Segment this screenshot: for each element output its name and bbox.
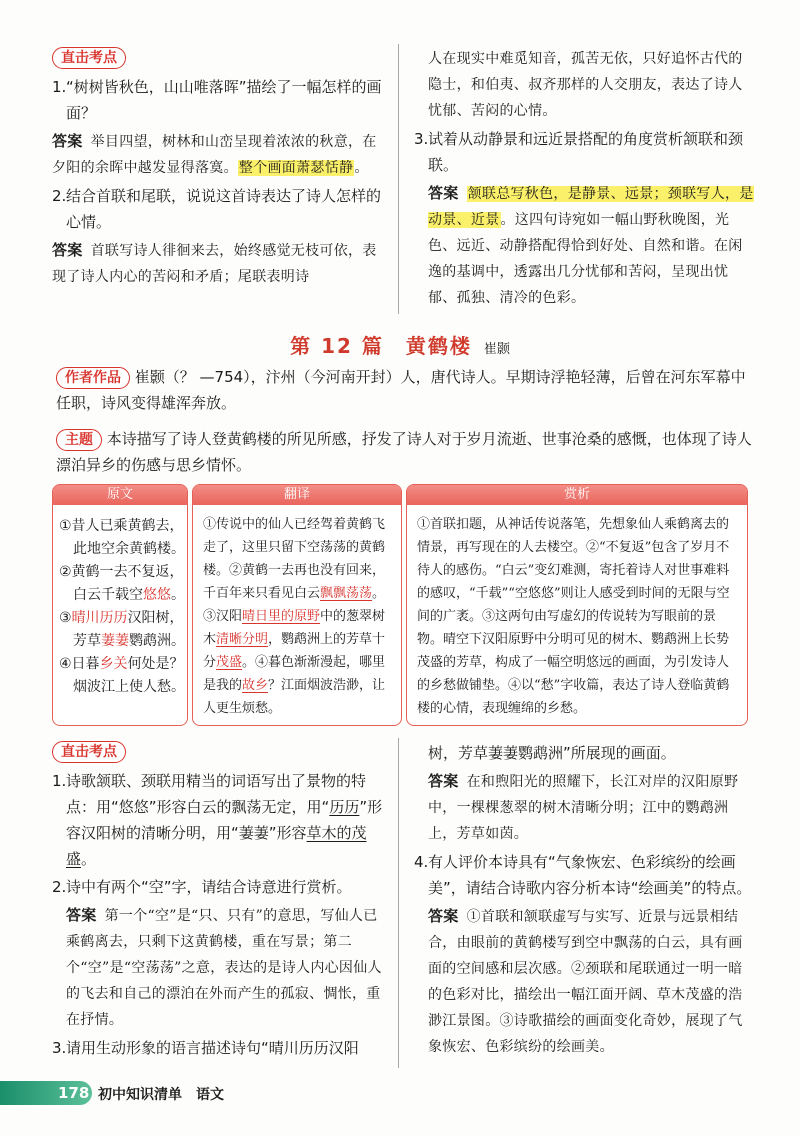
question-4: 4. 有人评价本诗具有“气象恢宏、色彩缤纷的绘画美”，请结合诗歌内容分析本诗“绘画美”的特点。 xyxy=(414,853,752,897)
answer-2-continued: 人在现实中难觅知音，孤苦无依，只好追怀古代的隐士，和伯夷、叔齐那样的人交朋友，表达了诗人忧郁、苦闷的心情。 xyxy=(428,51,743,119)
question-2: 2. 诗中有两个“空”字，请结合诗意进行赏析。 xyxy=(52,878,352,896)
page-title xyxy=(0,330,800,359)
poem-line: 烟波江上使人愁。 xyxy=(73,679,185,695)
question-3: 3. 试着从动静景和远近景搭配的角度赏析颔联和颈联。 xyxy=(414,130,744,174)
poem-line: 白云千载空悠悠。 xyxy=(73,587,185,603)
column-divider xyxy=(398,738,399,1068)
poem-line: ④日暮乡关何处是？ xyxy=(59,656,184,672)
bottom-right-column xyxy=(414,738,754,1062)
answer-1: 答案 举目四望，树林和山峦呈现着浓浓的秋意，在夕阳的余晖中越发显得落寞。整个画面萧瑟恬静。 xyxy=(52,132,377,176)
poem-line: 芳草萋萋鹦鹉洲。 xyxy=(73,633,185,649)
original-header: 原文 xyxy=(53,485,187,505)
answer-4: 答案 ①首联和颔联虚写与实写、近景与远景相结合，由眼前的黄鹤楼写到空中飘荡的白云，具有画面的空间感和层次感。②颈联和尾联通过一明一暗的色彩对比，描绘出一幅江面开阔、草木茂盛的浩渺江景图。③诗歌描绘的画面变化奇妙，展现了气象恢宏、色彩缤纷的绘画美。 xyxy=(428,907,743,1055)
question-1: 1. “树树皆秋色，山山唯落晖”描绘了一幅怎样的画面？ xyxy=(52,78,382,122)
analysis-column xyxy=(406,484,748,726)
poem-title: 第 12 篇 黄鹤楼 xyxy=(290,334,472,358)
answer-2: 答案 第一个“空”是“只、只有”的意思，写仙人已乘鹤离去，只剩下这黄鹤楼，重在写景；第二个“空”是“空荡荡”之意，表达的是诗人内心因仙人的飞去和自己的漂泊在外而产生的孤寂、惆怅，重在抒情。 xyxy=(66,906,382,1028)
theme-tag: 主题 xyxy=(56,429,102,451)
top-left-column xyxy=(52,44,388,292)
author-paragraph: 作者作品 崔颢（？ —754），汴州（今河南开封）人，唐代诗人。早期诗浮艳轻薄，后曾在河东军幕中任职，诗风变得雄浑奔放。 xyxy=(56,368,746,412)
original-poem xyxy=(53,505,187,709)
page-number: 178 xyxy=(0,1081,92,1105)
bottom-left-column xyxy=(52,738,388,1063)
section-tag: 直击考点 xyxy=(52,47,126,69)
top-right-column xyxy=(414,44,754,313)
answer-2: 答案 首联写诗人徘徊来去，始终感觉无枝可依，表现了诗人内心的苦闷和矛盾；尾联表明诗 xyxy=(52,241,377,285)
answer-3: 答案 颔联总写秋色，是静景、远景；颈联写人，是动景、近景。这四句诗宛如一幅山野秋晚图，光色、远近、动静搭配得恰到好处、自然和谐。在闲逸的基调中，透露出几分忧郁和苦闷，呈现出忧郁、孤独、清冷的色彩。 xyxy=(428,184,754,306)
question-3: 3. 请用生动形象的语言描述诗句“晴川历历汉阳 xyxy=(52,1039,359,1057)
book-title: 初中知识清单 语文 xyxy=(98,1087,224,1103)
theme-paragraph: 主题 本诗描写了诗人登黄鹤楼的所见所感，抒发了诗人对于岁月流逝、世事沧桑的感慨，也体现了诗人漂泊异乡的伤感与思乡情怀。 xyxy=(56,430,752,474)
translation-column xyxy=(192,484,402,726)
poem-line: 此地空余黄鹤楼。 xyxy=(73,541,185,557)
original-column xyxy=(52,484,188,726)
question-3-continued: 树，芳草萋萋鹦鹉洲”所展现的画面。 xyxy=(428,744,676,762)
answer-3: 答案 在和煦阳光的照耀下，长江对岸的汉阳原野中，一棵棵葱翠的树木清晰分明；江中的鹦鹉洲上，芳草如茵。 xyxy=(428,772,739,842)
poem-line: ①昔人已乘黄鹤去， xyxy=(59,518,184,534)
translation-header: 翻译 xyxy=(193,485,401,505)
analysis-text: ①首联扣题，从神话传说落笔，先想象仙人乘鹤离去的情景，再写现在的人去楼空。②“不复返”包含了岁月不待人的感伤。“白云”变幻难测，寄托着诗人对世事难料的感叹，“千载”“空悠悠”则让人感受到时间的无限与空间的广袤。③这两句由写虚幻的传说转为写眼前的景物。晴空下汉阳原野中分明可见的树木、鹦鹉洲上长势茂盛的芳草，构成了一幅空明悠远的画面，为引发诗人的乡愁做铺垫。④以“愁”字收篇，表达了诗人登临黄鹤楼的心情，表现缠绵的乡愁。 xyxy=(417,517,730,716)
poem-author: 崔颢 xyxy=(483,342,510,357)
author-tag: 作者作品 xyxy=(56,367,130,389)
section-tag: 直击考点 xyxy=(52,741,126,763)
poem-line: ②黄鹤一去不复返， xyxy=(59,564,184,580)
analysis-header: 赏析 xyxy=(407,485,747,505)
question-2: 2. 结合首联和尾联，说说这首诗表达了诗人怎样的心情。 xyxy=(52,187,382,231)
poem-line: ③晴川历历汉阳树， xyxy=(59,610,184,626)
page-footer xyxy=(0,1078,800,1108)
poem-table xyxy=(52,484,750,726)
column-divider xyxy=(398,44,399,314)
translation-text: ①传说中的仙人已经驾着黄鹤飞走了，这里只留下空荡荡的黄鹤楼。②黄鹤一去再也没有回来，千百年来只看见白云飘飘荡荡。③汉阳晴日里的原野中的葱翠树木清晰分明，鹦鹉洲上的芳草十分茂盛。④暮色渐渐漫起，哪里是我的故乡？江面烟波浩渺，让人更生烦愁。 xyxy=(203,517,386,716)
question-1: 1. 诗歌颔联、颈联用精当的词语写出了景物的特点：用“悠悠”形容白云的飘荡无定，用“历历”形容汉阳树的清晰分明，用“萋萋”形容草木的茂盛。 xyxy=(52,772,383,868)
